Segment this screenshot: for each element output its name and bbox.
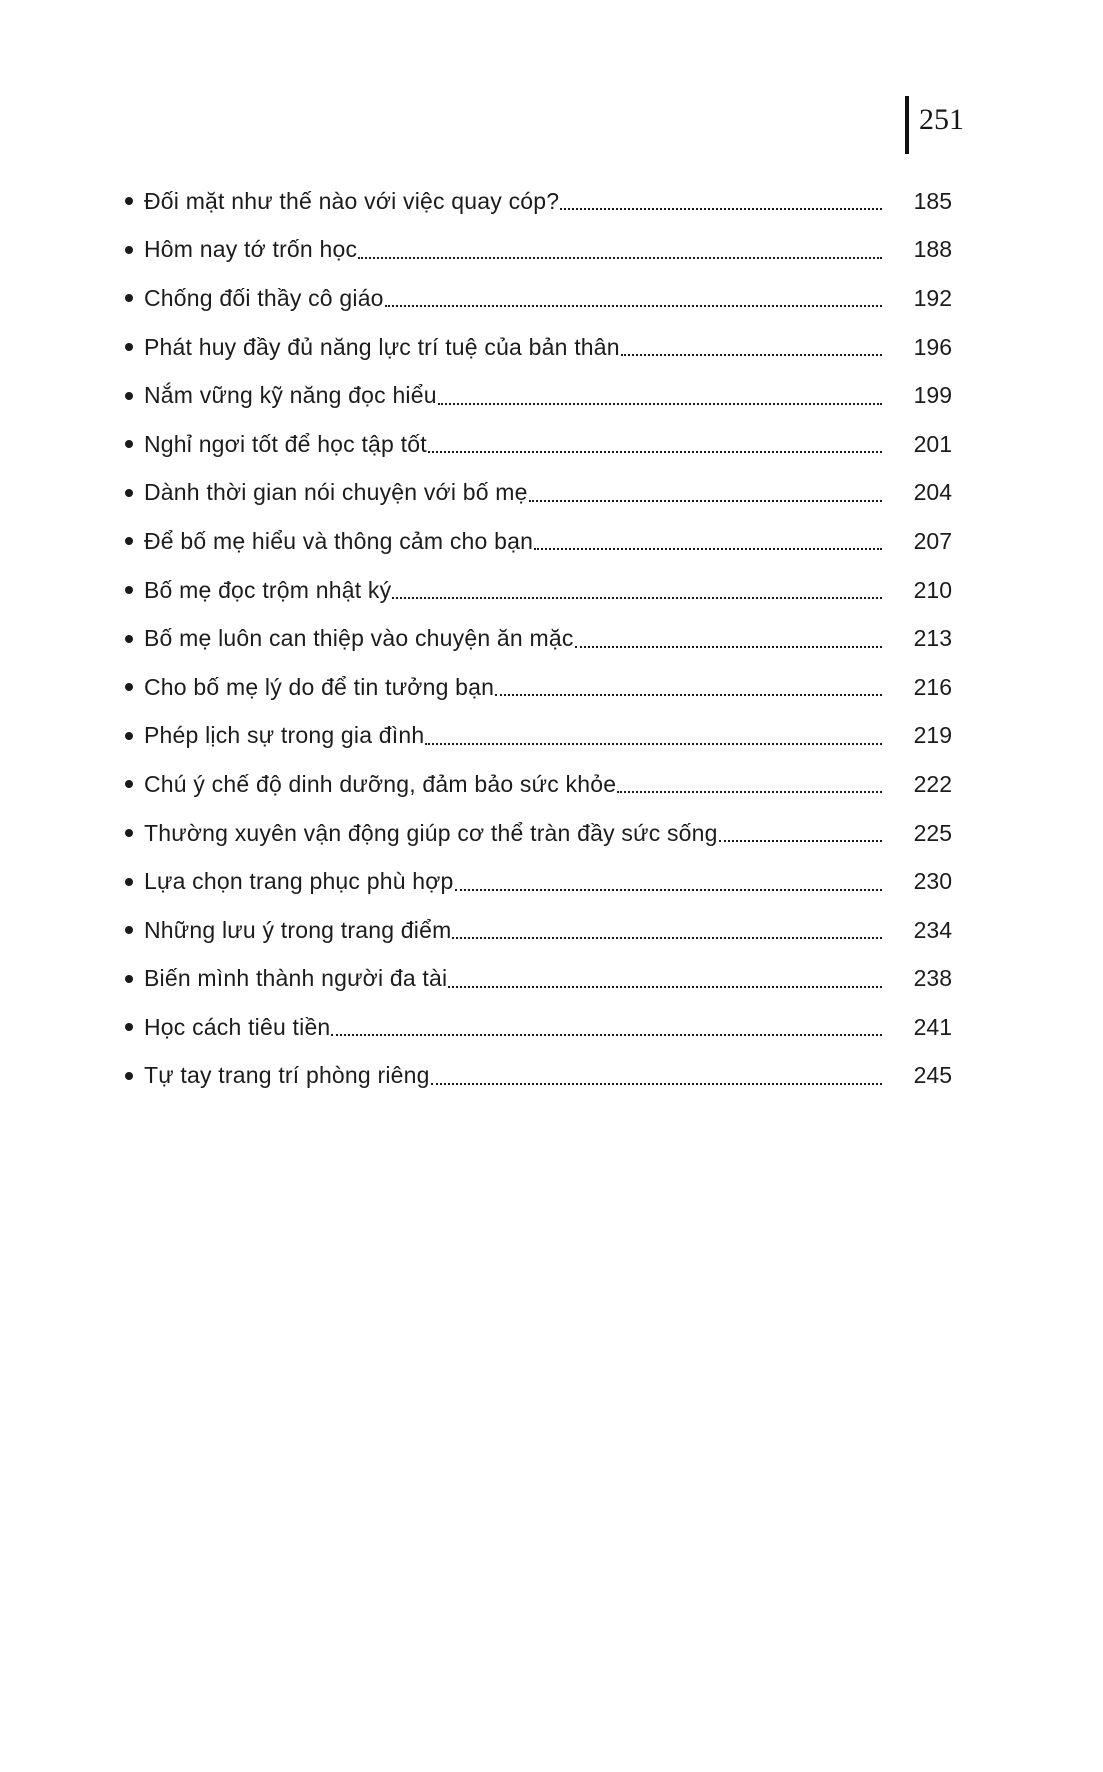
bullet-icon (125, 829, 133, 837)
toc-entry (125, 371, 952, 420)
toc-entry (125, 469, 952, 518)
toc-entry-page: 219 (913, 722, 952, 749)
toc-entry-page: 222 (913, 770, 952, 797)
dot-leader (455, 889, 882, 891)
toc-entry (125, 177, 952, 226)
dot-leader (385, 305, 882, 307)
toc-entry (125, 226, 952, 275)
toc-entry-page: 238 (913, 965, 952, 992)
toc-entry (125, 663, 952, 712)
dot-leader (425, 743, 882, 745)
bullet-icon (125, 635, 133, 643)
bullet-icon (125, 440, 133, 448)
toc-entry-page: 204 (913, 479, 952, 506)
toc-entry-page: 207 (913, 527, 952, 554)
toc-entry-page: 241 (913, 1013, 952, 1040)
dot-leader (529, 500, 882, 502)
toc-entry (125, 420, 952, 469)
dot-leader (331, 1034, 882, 1036)
toc-entry (125, 1003, 952, 1052)
toc-entry-title: Thường xuyên vận động giúp cơ thể tràn đầy sức sống (144, 819, 718, 846)
toc-entry (125, 517, 952, 566)
toc-entry-title: Phép lịch sự trong gia đình (144, 722, 425, 749)
toc-entry (125, 712, 952, 761)
dot-leader (575, 646, 882, 648)
toc-entry-page: 230 (913, 868, 952, 895)
toc-entry-page: 245 (913, 1062, 952, 1089)
toc-entry-page: 199 (913, 382, 952, 409)
toc-entry (125, 323, 952, 372)
bullet-icon (125, 246, 133, 254)
toc-entry-page: 188 (913, 236, 952, 263)
dot-leader (431, 1083, 882, 1085)
dot-leader (428, 451, 882, 453)
bullet-icon (125, 537, 133, 545)
bullet-icon (125, 294, 133, 302)
table-of-contents (125, 177, 952, 1100)
bullet-icon (125, 1072, 133, 1080)
bullet-icon (125, 343, 133, 351)
toc-entry (125, 566, 952, 615)
toc-entry (125, 809, 952, 858)
bullet-icon (125, 1023, 133, 1031)
bullet-icon (125, 975, 133, 983)
toc-entry-page: 210 (913, 576, 952, 603)
bullet-icon (125, 878, 133, 886)
toc-entry (125, 274, 952, 323)
toc-entry-title: Lựa chọn trang phục phù hợp (144, 868, 454, 895)
toc-entry-title: Tự tay trang trí phòng riêng (144, 1062, 430, 1089)
bullet-icon (125, 489, 133, 497)
toc-entry-page: 216 (913, 673, 952, 700)
toc-entry-title: Học cách tiêu tiền (144, 1013, 331, 1040)
dot-leader (621, 354, 882, 356)
toc-entry (125, 760, 952, 809)
page-number: 251 (919, 103, 964, 136)
bullet-icon (125, 392, 133, 400)
toc-entry-page: 185 (913, 187, 952, 214)
toc-entry-page: 192 (913, 284, 952, 311)
toc-entry-title: Nghỉ ngơi tốt để học tập tốt (144, 430, 427, 457)
toc-entry-title: Để bố mẹ hiểu và thông cảm cho bạn (144, 527, 534, 554)
dot-leader (534, 548, 882, 550)
toc-entry (125, 1052, 952, 1101)
toc-entry-page: 213 (913, 625, 952, 652)
toc-entry-title: Những lưu ý trong trang điểm (144, 916, 452, 943)
toc-entry (125, 955, 952, 1004)
toc-entry-page: 225 (913, 819, 952, 846)
toc-entry-title: Biến mình thành người đa tài (144, 965, 448, 992)
toc-entry (125, 614, 952, 663)
toc-entry-page: 201 (913, 430, 952, 457)
toc-entry-title: Bố mẹ luôn can thiệp vào chuyện ăn mặc (144, 625, 574, 652)
toc-entry-page: 196 (913, 333, 952, 360)
dot-leader (392, 597, 882, 599)
dot-leader (452, 937, 882, 939)
bullet-icon (125, 683, 133, 691)
bullet-icon (125, 732, 133, 740)
bullet-icon (125, 780, 133, 788)
toc-entry-title: Chống đối thầy cô giáo (144, 284, 384, 311)
toc-entry (125, 857, 952, 906)
toc-entry-page: 234 (913, 916, 952, 943)
dot-leader (495, 694, 882, 696)
dot-leader (719, 840, 882, 842)
toc-entry-title: Cho bố mẹ lý do để tin tưởng bạn (144, 673, 495, 700)
dot-leader (438, 403, 882, 405)
toc-entry-title: Dành thời gian nói chuyện với bố mẹ (144, 479, 528, 506)
dot-leader (617, 791, 882, 793)
toc-entry-title: Bố mẹ đọc trộm nhật ký (144, 576, 392, 603)
bullet-icon (125, 926, 133, 934)
dot-leader (358, 257, 882, 259)
toc-entry-title: Nắm vững kỹ năng đọc hiểu (144, 382, 437, 409)
dot-leader (448, 986, 882, 988)
bullet-icon (125, 586, 133, 594)
dot-leader (560, 208, 882, 210)
toc-entry-title: Hôm nay tớ trốn học (144, 236, 358, 263)
toc-entry-title: Phát huy đầy đủ năng lực trí tuệ của bản thân (144, 333, 620, 360)
header-rule (905, 96, 909, 154)
toc-entry-title: Chú ý chế độ dinh dưỡng, đảm bảo sức khỏe (144, 770, 617, 797)
toc-entry-title: Đối mặt như thế nào với việc quay cóp? (144, 187, 560, 214)
bullet-icon (125, 197, 133, 205)
toc-entry (125, 906, 952, 955)
